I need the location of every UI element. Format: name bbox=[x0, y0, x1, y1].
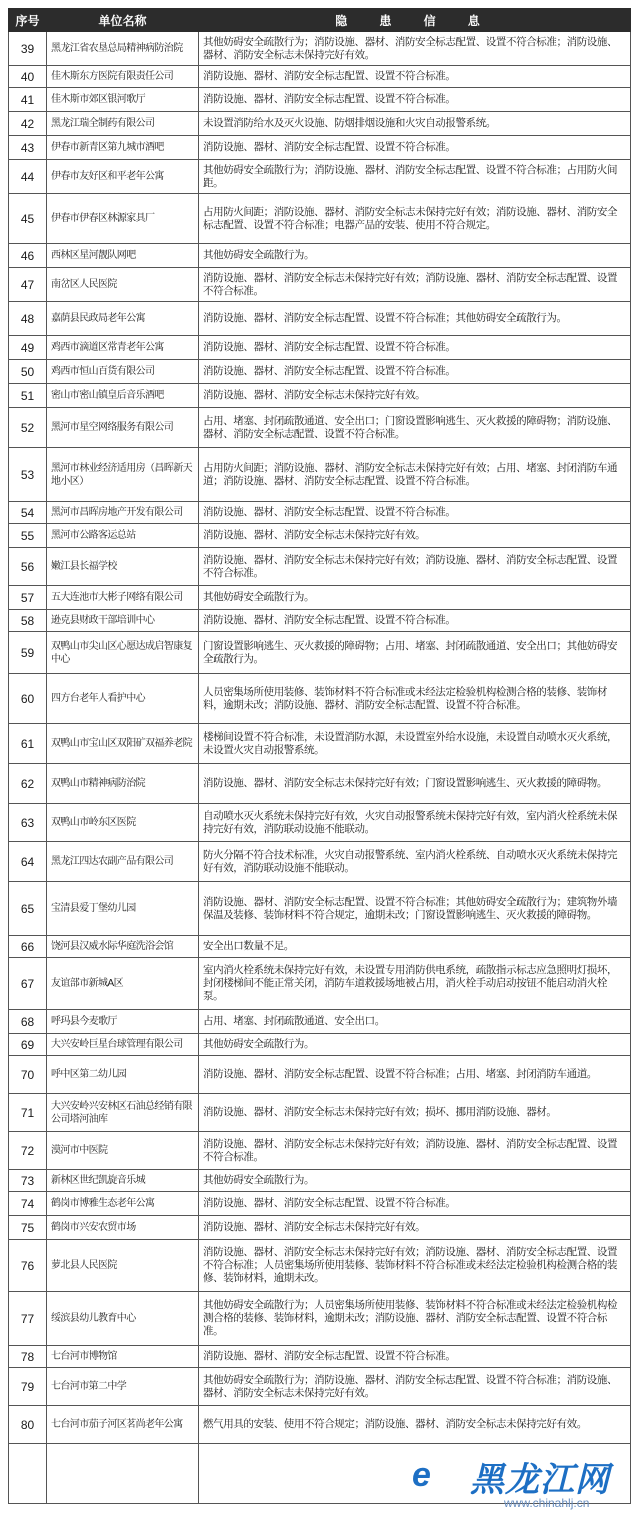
table-header-row bbox=[9, 9, 631, 32]
row-number: 76 bbox=[9, 1240, 47, 1292]
row-hazard-info: 消防设施、器材、消防安全标志未保持完好有效。 bbox=[199, 524, 631, 548]
table-row bbox=[9, 1192, 631, 1216]
table-row bbox=[9, 586, 631, 610]
row-number: 63 bbox=[9, 804, 47, 842]
row-unit-name: 七台河市第二中学 bbox=[47, 1368, 199, 1406]
row-number: 42 bbox=[9, 112, 47, 136]
hazard-table bbox=[8, 8, 631, 1504]
row-unit-name: 黑河市昌晖房地产开发有限公司 bbox=[47, 502, 199, 524]
table-row bbox=[9, 112, 631, 136]
row-unit-name: 黑龙江四达农副产品有限公司 bbox=[47, 842, 199, 882]
row-hazard-info: 消防设施、器材、消防安全标志配置、设置不符合标准。 bbox=[199, 502, 631, 524]
table-row bbox=[9, 32, 631, 66]
row-hazard-info: 其他妨碍安全疏散行为；消防设施、器材、消防安全标志配置、设置不符合标准；消防设施、器材、消防安全标志未保持完好有效。 bbox=[199, 1368, 631, 1406]
table-row bbox=[9, 66, 631, 88]
row-unit-name: 双鸭山市宝山区双阳矿双福养老院 bbox=[47, 724, 199, 764]
row-number: 40 bbox=[9, 66, 47, 88]
row-unit-name: 双鸭山市尖山区心愿达成启智康复中心 bbox=[47, 632, 199, 674]
row-hazard-info: 消防设施、器材、消防安全标志配置、设置不符合标准；其他妨碍安全疏散行为。 bbox=[199, 302, 631, 336]
row-number: 43 bbox=[9, 136, 47, 160]
row-unit-name: 新林区世纪凯旋音乐城 bbox=[47, 1170, 199, 1192]
table-row bbox=[9, 1170, 631, 1192]
table-row bbox=[9, 1368, 631, 1406]
row-number: 41 bbox=[9, 88, 47, 112]
row-hazard-info: 消防设施、器材、消防安全标志配置、设置不符合标准；其他妨碍安全疏散行为；建筑物外墙保温及装修、装饰材料不符合规定，逾期未改；门窗设置影响逃生、灭火救援的障碍物。 bbox=[199, 882, 631, 936]
row-number: 48 bbox=[9, 302, 47, 336]
row-number: 56 bbox=[9, 548, 47, 586]
row-number: 49 bbox=[9, 336, 47, 360]
table-row bbox=[9, 194, 631, 244]
row-unit-name: 大兴安岭巨星台球管理有限公司 bbox=[47, 1034, 199, 1056]
row-hazard-info: 占用、堵塞、封闭疏散通道、安全出口。 bbox=[199, 1010, 631, 1034]
row-hazard-info: 燃气用具的安装、使用不符合规定；消防设施、器材、消防安全标志未保持完好有效。 bbox=[199, 1406, 631, 1444]
row-hazard-info: 消防设施、器材、消防安全标志配置、设置不符合标准。 bbox=[199, 88, 631, 112]
row-number: 45 bbox=[9, 194, 47, 244]
row-unit-name: 西林区星河靓队网吧 bbox=[47, 244, 199, 268]
row-hazard-info: 消防设施、器材、消防安全标志配置、设置不符合标准。 bbox=[199, 360, 631, 384]
table-row bbox=[9, 302, 631, 336]
table-row bbox=[9, 724, 631, 764]
row-hazard-info: 消防设施、器材、消防安全标志配置、设置不符合标准。 bbox=[199, 610, 631, 632]
row-hazard-info: 室内消火栓系统未保持完好有效，未设置专用消防供电系统，疏散指示标志应急照明灯损坏，封闭楼梯间不能正常关闭，消防车道救援场地被占用，消火栓手动启动按钮不能启动消火栓泵。 bbox=[199, 958, 631, 1010]
table-row bbox=[9, 88, 631, 112]
row-unit-name: 萝北县人民医院 bbox=[47, 1240, 199, 1292]
hazard-table-sheet bbox=[8, 8, 630, 1504]
row-unit-name: 双鸭山市岭东区医院 bbox=[47, 804, 199, 842]
row-number: 64 bbox=[9, 842, 47, 882]
row-hazard-info: 自动喷水灭火系统未保持完好有效，火灾自动报警系统未保持完好有效，室内消火栓系统未保持完好有效，消防联动设施不能联动。 bbox=[199, 804, 631, 842]
table-row bbox=[9, 632, 631, 674]
row-hazard-info: 消防设施、器材、消防安全标志配置、设置不符合标准。 bbox=[199, 136, 631, 160]
row-number: 51 bbox=[9, 384, 47, 408]
row-unit-name: 伊春市新青区第九城市酒吧 bbox=[47, 136, 199, 160]
row-hazard-info: 其他妨碍安全疏散行为；消防设施、器材、消防安全标志配置、设置不符合标准；占用防火间距。 bbox=[199, 160, 631, 194]
table-row bbox=[9, 136, 631, 160]
row-hazard-info: 安全出口数量不足。 bbox=[199, 936, 631, 958]
row-unit-name: 鹤岗市兴安农贸市场 bbox=[47, 1216, 199, 1240]
row-number: 47 bbox=[9, 268, 47, 302]
row-number: 61 bbox=[9, 724, 47, 764]
watermark bbox=[412, 1452, 622, 1512]
row-hazard-info: 消防设施、器材、消防安全标志未保持完好有效。 bbox=[199, 384, 631, 408]
table-row bbox=[9, 448, 631, 502]
row-hazard-info: 其他妨碍安全疏散行为。 bbox=[199, 586, 631, 610]
row-hazard-info: 占用防火间距；消防设施、器材、消防安全标志未保持完好有效；消防设施、器材、消防安全标志配置、设置不符合标准；电器产品的安装、使用不符合规定。 bbox=[199, 194, 631, 244]
row-number: 53 bbox=[9, 448, 47, 502]
row-number: 79 bbox=[9, 1368, 47, 1406]
table-row bbox=[9, 524, 631, 548]
row-number: 80 bbox=[9, 1406, 47, 1444]
table-row bbox=[9, 502, 631, 524]
row-unit-name: 饶河县汉威水际华庭洗浴会馆 bbox=[47, 936, 199, 958]
table-row bbox=[9, 1346, 631, 1368]
table-body bbox=[9, 32, 631, 1504]
row-hazard-info: 占用防火间距；消防设施、器材、消防安全标志未保持完好有效；占用、堵塞、封闭消防车通道；消防设施、器材、消防安全标志配置、设置不符合标准。 bbox=[199, 448, 631, 502]
table-row bbox=[9, 842, 631, 882]
row-unit-name: 黑河市林业经济适用房（昌晖新天地小区） bbox=[47, 448, 199, 502]
row-hazard-info: 消防设施、器材、消防安全标志未保持完好有效。 bbox=[199, 1216, 631, 1240]
row-number: 65 bbox=[9, 882, 47, 936]
row-hazard-info: 其他妨碍安全疏散行为。 bbox=[199, 244, 631, 268]
row-number: 46 bbox=[9, 244, 47, 268]
row-number: 55 bbox=[9, 524, 47, 548]
table-row bbox=[9, 548, 631, 586]
row-hazard-info: 其他妨碍安全疏散行为。 bbox=[199, 1034, 631, 1056]
table-row bbox=[9, 958, 631, 1010]
row-hazard-info: 人员密集场所使用装修、装饰材料不符合标准或未经法定检验机构检测合格的装修、装饰材料，逾期未改；消防设施、器材、消防安全标志配置、设置不符合标准。 bbox=[199, 674, 631, 724]
table-row bbox=[9, 804, 631, 842]
header-unit-name: 单位名称 bbox=[47, 9, 199, 32]
row-hazard-info: 其他妨碍安全疏散行为；人员密集场所使用装修、装饰材料不符合标准或未经法定检验机构检测合格的装修、装饰材料，逾期未改；消防设施、器材、消防安全标志配置、设置不符合标准。 bbox=[199, 1292, 631, 1346]
table-row bbox=[9, 360, 631, 384]
row-hazard-info: 消防设施、器材、消防安全标志未保持完好有效；消防设施、器材、消防安全标志配置、设置不符合标准。 bbox=[199, 548, 631, 586]
row-number: 77 bbox=[9, 1292, 47, 1346]
row-number: 75 bbox=[9, 1216, 47, 1240]
row-unit-name: 呼玛县今麦歌厅 bbox=[47, 1010, 199, 1034]
row-number: 52 bbox=[9, 408, 47, 448]
row-number: 74 bbox=[9, 1192, 47, 1216]
row-unit-name: 友谊部市新城A区 bbox=[47, 958, 199, 1010]
row-hazard-info: 门窗设置影响逃生、灭火救援的障碍物；占用、堵塞、封闭疏散通道、安全出口；其他妨碍安全疏散行为。 bbox=[199, 632, 631, 674]
row-unit-name: 伊春市伊春区林源家具厂 bbox=[47, 194, 199, 244]
watermark-site-name: 黑龙江网 bbox=[470, 1460, 610, 1500]
table-row bbox=[9, 1034, 631, 1056]
table-row bbox=[9, 268, 631, 302]
row-number: 69 bbox=[9, 1034, 47, 1056]
row-hazard-info: 其他妨碍安全疏散行为。 bbox=[199, 1170, 631, 1192]
row-hazard-info: 楼梯间设置不符合标准，未设置消防水源，未设置室外给水设施，未设置自动喷水灭火系统，未设置火灾自动报警系统。 bbox=[199, 724, 631, 764]
table-row bbox=[9, 1292, 631, 1346]
row-number: 50 bbox=[9, 360, 47, 384]
row-hazard-info: 未设置消防给水及灭火设施、防烟排烟设施和火灾自动报警系统。 bbox=[199, 112, 631, 136]
row-hazard-info: 消防设施、器材、消防安全标志未保持完好有效；损坏、挪用消防设施、器材。 bbox=[199, 1094, 631, 1132]
table-row bbox=[9, 160, 631, 194]
row-number: 57 bbox=[9, 586, 47, 610]
row-hazard-info: 消防设施、器材、消防安全标志未保持完好有效；门窗设置影响逃生、灭火救援的障碍物。 bbox=[199, 764, 631, 804]
row-hazard-info: 防火分隔不符合技术标准，火灾自动报警系统、室内消火栓系统、自动喷水灭火系统未保持完好有效，消防联动设施不能联动。 bbox=[199, 842, 631, 882]
row-unit-name: 黑龙江瑞全制药有限公司 bbox=[47, 112, 199, 136]
watermark-url: www.chinahlj.cn bbox=[504, 1496, 590, 1510]
table-row bbox=[9, 764, 631, 804]
row-unit-name: 四方台老年人看护中心 bbox=[47, 674, 199, 724]
row-number: 62 bbox=[9, 764, 47, 804]
table-row bbox=[9, 1094, 631, 1132]
row-unit-name: 黑河市公路客运总站 bbox=[47, 524, 199, 548]
row-unit-name: 佳木斯东方医院有限责任公司 bbox=[47, 66, 199, 88]
table-row bbox=[9, 1132, 631, 1170]
row-hazard-info: 消防设施、器材、消防安全标志配置、设置不符合标准；占用、堵塞、封闭消防车通道。 bbox=[199, 1056, 631, 1094]
row-hazard-info: 其他妨碍安全疏散行为；消防设施、器材、消防安全标志配置、设置不符合标准；消防设施、器材、消防安全标志未保持完好有效。 bbox=[199, 32, 631, 66]
table-row bbox=[9, 408, 631, 448]
row-hazard-info: 占用、堵塞、封闭疏散通道、安全出口；门窗设置影响逃生、灭火救援的障碍物；消防设施、器材、消防安全标志配置、设置不符合标准。 bbox=[199, 408, 631, 448]
row-unit-name: 七台河市博物馆 bbox=[47, 1346, 199, 1368]
row-unit-name: 黑龙江省农垦总局精神病防治院 bbox=[47, 32, 199, 66]
table-row bbox=[9, 1240, 631, 1292]
row-hazard-info: 消防设施、器材、消防安全标志未保持完好有效；消防设施、器材、消防安全标志配置、设置不符合标准；人员密集场所使用装修、装饰材料不符合标准或未经法定检验机构检测合格的装修、装饰材料，逾期未改。 bbox=[199, 1240, 631, 1292]
site-logo-icon: e bbox=[412, 1456, 431, 1494]
row-hazard-info: 消防设施、器材、消防安全标志配置、设置不符合标准。 bbox=[199, 1346, 631, 1368]
row-unit-name: 嘉荫县民政局老年公寓 bbox=[47, 302, 199, 336]
row-unit-name: 嫩江县长福学校 bbox=[47, 548, 199, 586]
row-number: 39 bbox=[9, 32, 47, 66]
row-hazard-info: 消防设施、器材、消防安全标志配置、设置不符合标准。 bbox=[199, 336, 631, 360]
row-unit-name: 佳木斯市郊区银河歌厅 bbox=[47, 88, 199, 112]
table-row bbox=[9, 1406, 631, 1444]
row-unit-name: 鸡西市恒山百货有限公司 bbox=[47, 360, 199, 384]
table-row bbox=[9, 882, 631, 936]
row-number: 68 bbox=[9, 1010, 47, 1034]
row-unit-name: 鹤岗市博雅生态老年公寓 bbox=[47, 1192, 199, 1216]
table-row bbox=[9, 1010, 631, 1034]
table-row bbox=[9, 1216, 631, 1240]
row-hazard-info: 消防设施、器材、消防安全标志配置、设置不符合标准。 bbox=[199, 1192, 631, 1216]
header-hazard-info: 隐 患 信 息 bbox=[199, 9, 631, 32]
row-number: 60 bbox=[9, 674, 47, 724]
row-number: 70 bbox=[9, 1056, 47, 1094]
row-hazard-info: 消防设施、器材、消防安全标志未保持完好有效；消防设施、器材、消防安全标志配置、设置不符合标准。 bbox=[199, 268, 631, 302]
row-number: 59 bbox=[9, 632, 47, 674]
row-unit-name: 鸡西市滴道区常青老年公寓 bbox=[47, 336, 199, 360]
row-unit-name: 呼中区第二幼儿园 bbox=[47, 1056, 199, 1094]
row-unit-name: 伊春市友好区和平老年公寓 bbox=[47, 160, 199, 194]
row-number: 73 bbox=[9, 1170, 47, 1192]
row-unit-name: 绥滨县幼儿教育中心 bbox=[47, 1292, 199, 1346]
row-number: 78 bbox=[9, 1346, 47, 1368]
row-hazard-info: 消防设施、器材、消防安全标志配置、设置不符合标准。 bbox=[199, 66, 631, 88]
row-unit-name: 五大连池市大彬子网络有限公司 bbox=[47, 586, 199, 610]
row-unit-name: 七台河市茄子河区茗尚老年公寓 bbox=[47, 1406, 199, 1444]
row-unit-name: 黑河市星空网络服务有限公司 bbox=[47, 408, 199, 448]
row-unit-name: 密山市密山镇皇后音乐酒吧 bbox=[47, 384, 199, 408]
table-row bbox=[9, 936, 631, 958]
row-hazard-info: 消防设施、器材、消防安全标志未保持完好有效；消防设施、器材、消防安全标志配置、设置不符合标准。 bbox=[199, 1132, 631, 1170]
table-row bbox=[9, 384, 631, 408]
table-row bbox=[9, 336, 631, 360]
row-unit-name: 宝清县爱丁堡幼儿园 bbox=[47, 882, 199, 936]
row-number bbox=[9, 1444, 47, 1504]
row-unit-name bbox=[47, 1444, 199, 1504]
row-number: 58 bbox=[9, 610, 47, 632]
header-number: 序号 bbox=[9, 9, 47, 32]
row-unit-name: 逊克县财政干部培训中心 bbox=[47, 610, 199, 632]
row-number: 67 bbox=[9, 958, 47, 1010]
row-number: 54 bbox=[9, 502, 47, 524]
row-number: 66 bbox=[9, 936, 47, 958]
table-row bbox=[9, 244, 631, 268]
table-row bbox=[9, 1056, 631, 1094]
table-row bbox=[9, 674, 631, 724]
row-number: 44 bbox=[9, 160, 47, 194]
row-unit-name: 漠河市中医院 bbox=[47, 1132, 199, 1170]
row-unit-name: 大兴安岭兴安林区石油总经销有限公司塔河油库 bbox=[47, 1094, 199, 1132]
row-unit-name: 双鸭山市精神病防治院 bbox=[47, 764, 199, 804]
row-number: 71 bbox=[9, 1094, 47, 1132]
row-unit-name: 南岔区人民医院 bbox=[47, 268, 199, 302]
table-row bbox=[9, 610, 631, 632]
row-number: 72 bbox=[9, 1132, 47, 1170]
